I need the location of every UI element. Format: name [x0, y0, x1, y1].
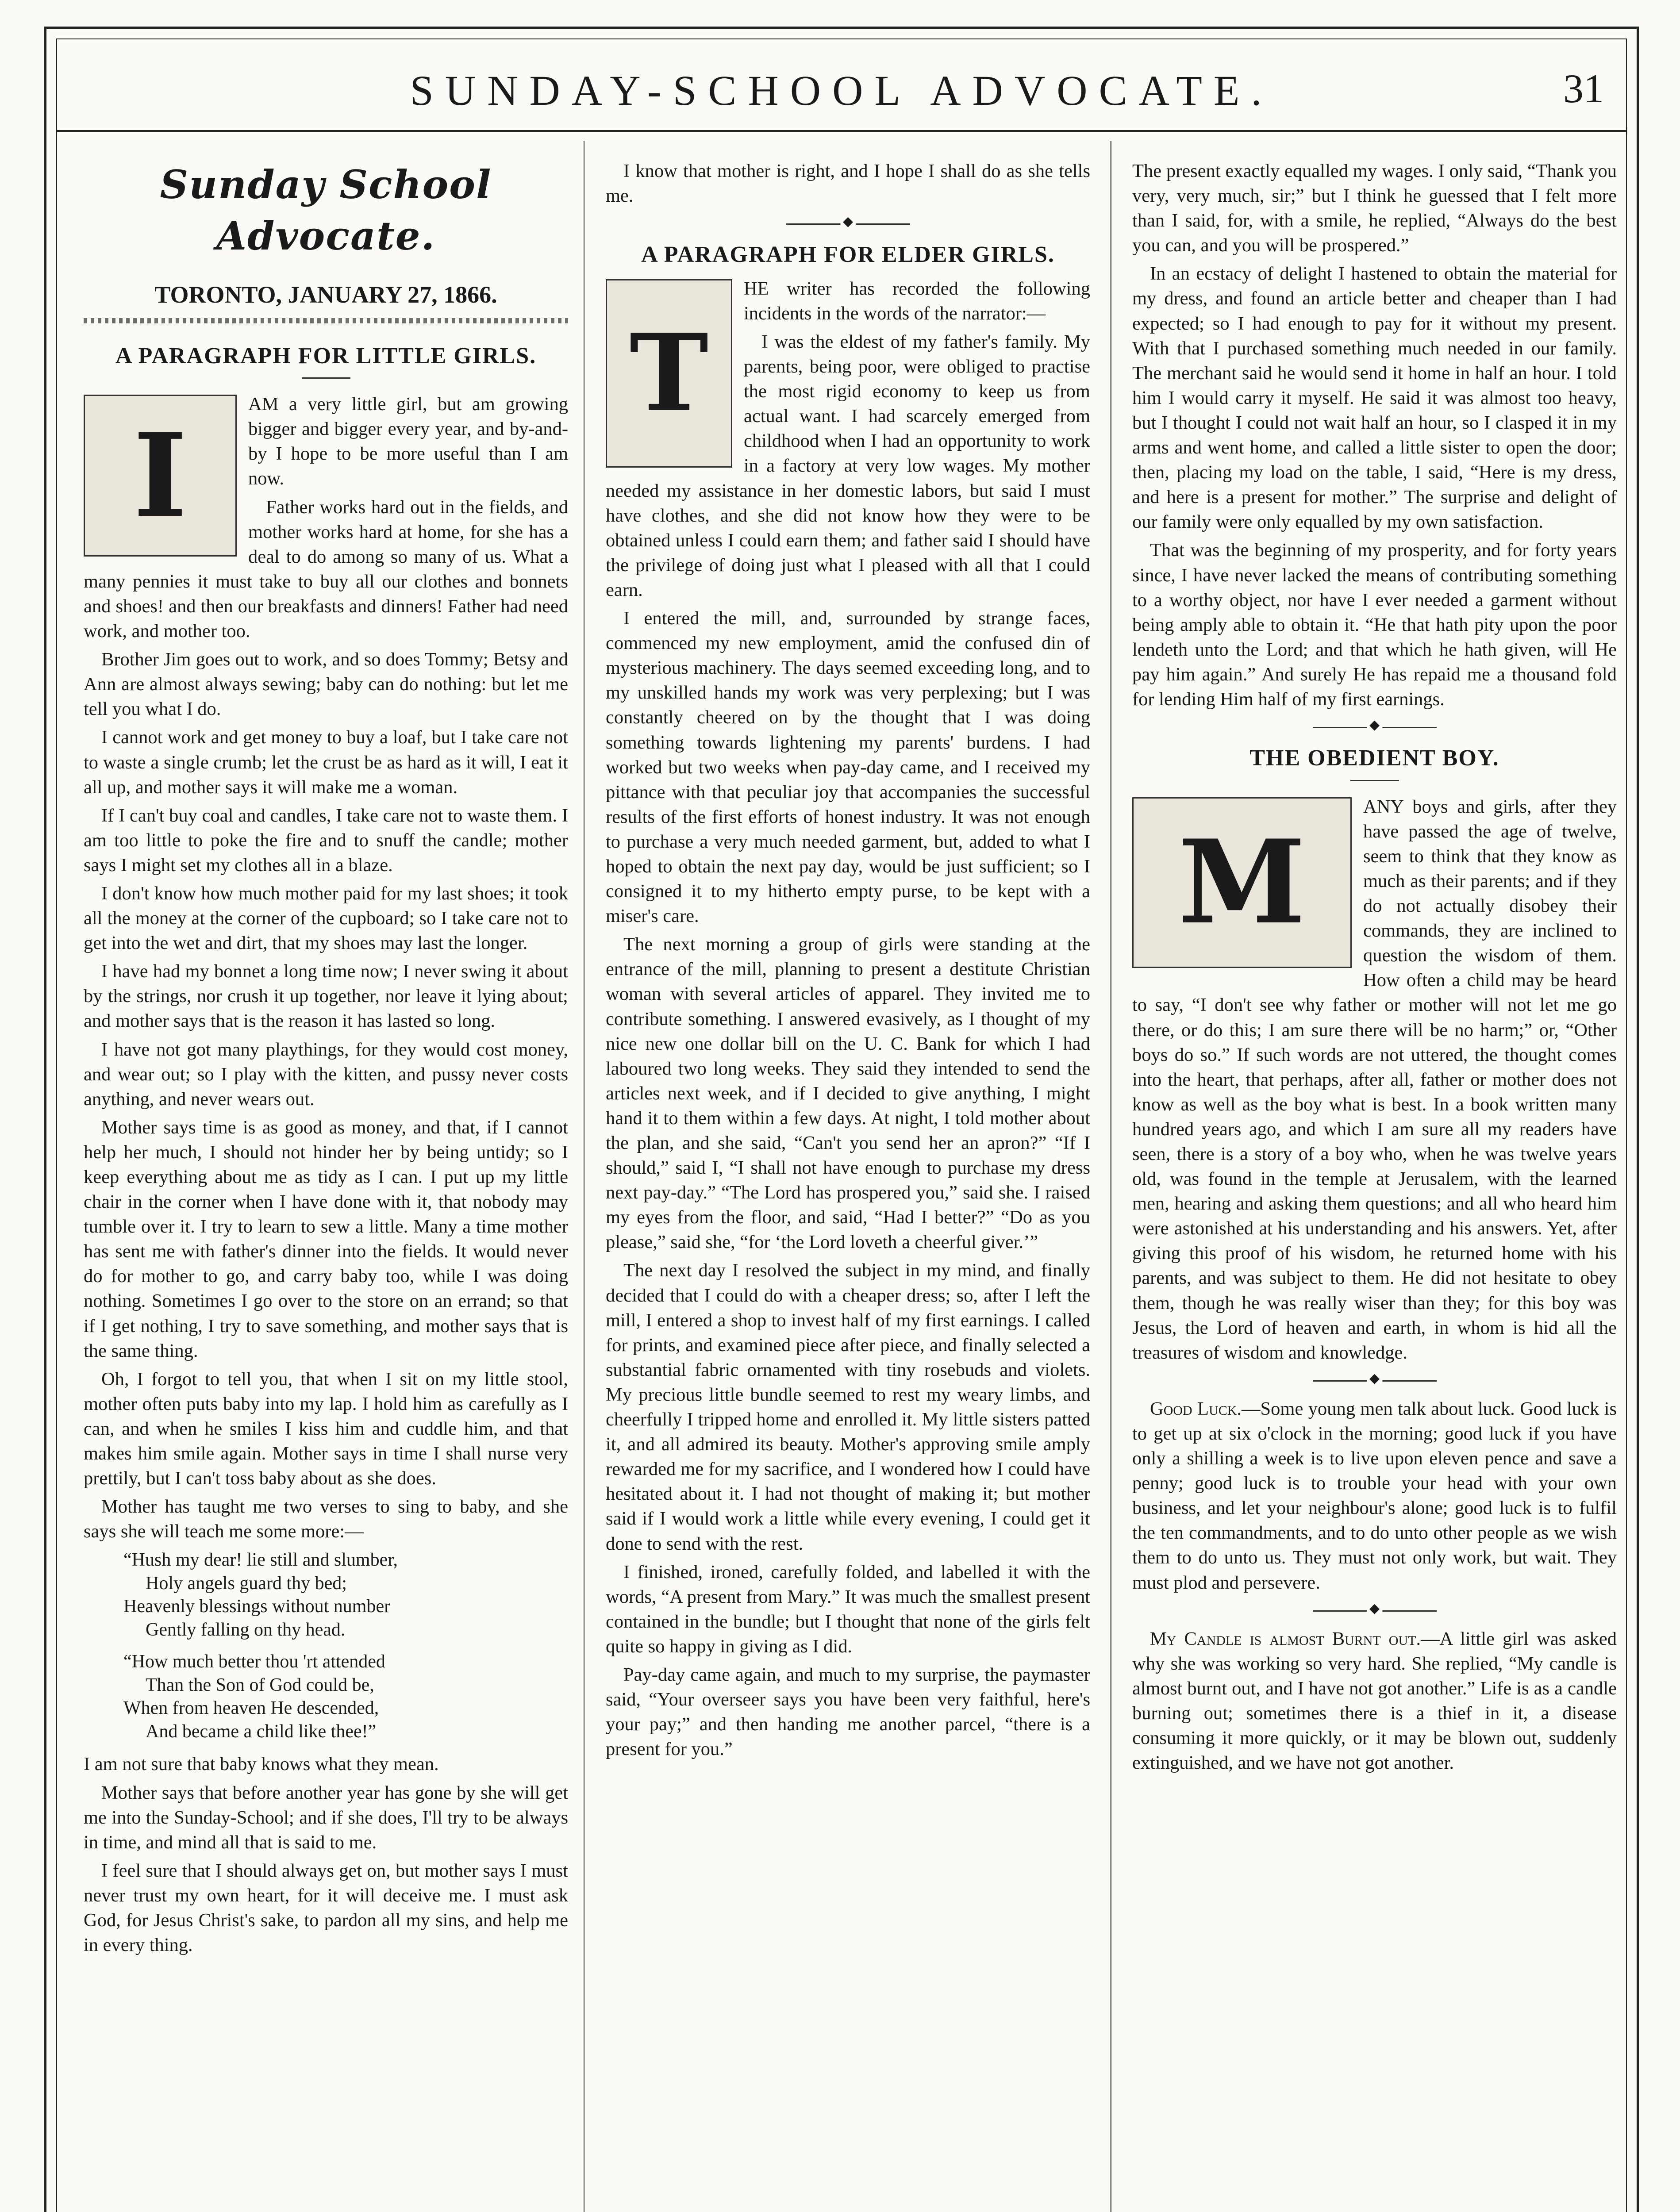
- run-in-heading: Good Luck.: [1150, 1398, 1242, 1419]
- verse-line: Holy angels guard thy bed;: [146, 1573, 347, 1594]
- paragraph: Oh, I forgot to tell you, that when I sit on my little stool, mother often puts baby into my lap. I hold him as carefully as I can, and when he smiles I kiss him and cuddle him, and that makes him smile again. Mother says in time I shall nurse very prettily, but I can't toss baby about as she does.: [84, 1368, 568, 1489]
- masthead: [57, 39, 1626, 132]
- decorated-initial-t: T: [606, 279, 732, 468]
- verse-stanza-2: [123, 1650, 568, 1743]
- section-separator: [1313, 1610, 1437, 1612]
- column-1: [84, 159, 568, 2212]
- paragraph: I have had my bonnet a long time now; I never swing it about by the strings, nor crush it up together, nor leave it lying about; and mother says that is the reason it has lasted so long.: [84, 961, 568, 1032]
- paragraph: Mother says time is as good as money, and that, if I cannot help her much, I should not hinder her by being untidy; so I keep everything about me as tidy as I can. I put up my little chair in the corner when I have done with it, that nobody may tumble over it. I try to learn to sew a little. Many a time mother has sent me with father's dinner into the fields. It would never do for mother to go, and carry baby too, while I was doing nothing. Sometimes I go over to the store on an errand; so that if I get nothing, I try to save something, and mother says that is the same thing.: [84, 1117, 568, 1361]
- paragraph: Mother has taught me two verses to sing to baby, and she says she will teach me some more:—: [84, 1496, 568, 1542]
- paragraph-candle: [1132, 1627, 1617, 1776]
- paragraph: Pay-day came again, and much to my surprise, the paymaster said, “Your overseer says you have been very faithful, here's your pay;” and then handing me another parcel, “there is a present for you.”: [606, 1664, 1090, 1760]
- paragraph-text: —Some young men talk about luck. Good luck is to get up at six o'clock in the morning; good luck if you have only a shilling a week is to live upon eleven pence and save a penny; good luck is to trouble your head with your own business, and let your neighbour's alone; good luck is to fulfil the ten commandments, and to do unto other people as we wish them to do unto us. They must not only work, but wait. They must plod and persevere.: [1132, 1398, 1617, 1593]
- article-title-elder-girls: A PARAGRAPH FOR ELDER GIRLS.: [641, 242, 1055, 268]
- paper-nameplate: Sunday School Advocate.: [160, 161, 492, 259]
- paragraph: Mother says that before another year has gone by she will get me into the Sunday-School; and if she does, I'll try to be always in time, and mind all that is said to me.: [84, 1782, 568, 1853]
- paragraph: The next morning a group of girls were standing at the entrance of the mill, planning to present a destitute Christian woman with several articles of apparel. They invited me to contribute something. I answered evasively, as I thought of my nice new one dollar bill on the U. C. Bank for which I had laboured two long weeks. They said they intended to send the articles next week, and if I decided to give anything, I might hand it to them within a few days. At night, I told mother about the plan, and she said, “Can't you send her an apron?” “If I should,” said I, “I shall not have enough to purchase my dress next pay-day.” “The Lord has prospered you,” said she. I raised my eyes from the floor, and said, “Had I better?” “Do as you please,” said she, “for ‘the Lord loveth a cheerful giver.’”: [606, 934, 1090, 1253]
- paragraph-text: —A little girl was asked why she was working so very hard. She replied, “My candle is almost burnt out, and I have not got another.” Life is as a candle burning out; sometimes there is a thief in it, a disease consuming it more quickly, or it may be blown out, suddenly extinguished, and we have not got another.: [1132, 1628, 1617, 1774]
- column-rule: [1110, 141, 1111, 2212]
- paragraph: Father works hard out in the fields, and mother works hard at home, for she has a deal to do among so many of us. What a many pennies it must take to buy all our clothes and bonnets and shoes! and then our breakfasts and dinners! Father had need work, and mother too.: [84, 496, 568, 642]
- paragraph: In an ecstacy of delight I hastened to obtain the material for my dress, and found an article better and cheaper than I had expected; so I had enough to pay for it without my present. With that I purchased something much needed in our family. The merchant said he would send it home in half an hour. I told him I would carry it myself. He said it was almost too heavy, but I thought I could not wait half an hour, so I clasped it in my arms and went home, and called a little sister to open the door; then, placing my load on the table, I said, “Here is my dress, and here is a present for mother.” The surprise and delight of our family were only equalled by my own satisfaction.: [1132, 263, 1617, 533]
- paragraph: I cannot work and get money to buy a loaf, but I take care not to waste a single crumb; let the crust be as hard as it will, I eat it all up, and mother says it will make me a woman.: [84, 727, 568, 798]
- paragraph: I have not got many playthings, for they would cost money, and wear out; so I play with the kitten, and pussy never costs anything, and never wears out.: [84, 1039, 568, 1110]
- paragraph-good-luck: [1132, 1397, 1617, 1595]
- paragraph: I finished, ironed, carefully folded, and labelled it with the words, “A present from Mary.” It was much the smallest present contained in the bundle; but I thought that none of the girls felt quite so happy in giving as I did.: [606, 1561, 1090, 1657]
- decorated-initial-i: I: [84, 395, 237, 557]
- column-2: [606, 159, 1090, 2212]
- paragraph: I am not sure that baby knows what they mean.: [84, 1754, 439, 1775]
- dateline: TORONTO, JANUARY 27, 1866.: [154, 281, 497, 308]
- section-separator: [786, 223, 910, 225]
- paragraph: HE writer has recorded the following incidents in the words of the narrator:—: [744, 278, 1090, 324]
- section-separator: [1313, 1380, 1437, 1382]
- page-inner-border: [56, 38, 1627, 2212]
- run-in-heading: My Candle is almost Burnt out.: [1150, 1628, 1421, 1649]
- verse-line: “Hush my dear! lie still and slumber,: [123, 1550, 398, 1571]
- paragraph: ANY boys and girls, after they have passed the age of twelve, seem to think that they know as much as their parents; and if they do not actually disobey their commands, they are inclined to question the wisdom of them. How often a child may be heard to say, “I don't see why father or mother will not let me go there, or do this; I am sure there will be no harm;” or, “Other boys do so.” If such words are not uttered, the thought comes into the heart, that perhaps, after all, father or mother does not know as well as the boy what is best. In a book written many hundred years ago, and which I am sure all my readers have seen, there is a story of a boy who, when he was twelve years old, was found in the temple at Jerusalem, with the learned men, hearing and asking them questions; and all who heard him were astonished at his understanding and his answers. Yet, after giving this proof of his wisdom, he returned home with his parents, and was subject to them. He did not hesitate to obey them, though he was really wiser than they; for this boy was Jesus, the Lord of heaven and earth, in whom is hid all the treasures of wisdom and knowledge.: [1132, 796, 1617, 1363]
- column-rule: [584, 141, 585, 2212]
- title-rule: [302, 377, 350, 379]
- column-3: [1132, 159, 1617, 2212]
- wavy-rule: [84, 318, 568, 323]
- section-separator: [1313, 727, 1437, 728]
- verse-line: Than the Son of God could be,: [146, 1674, 374, 1695]
- masthead-title: SUNDAY-SCHOOL ADVOCATE.: [410, 67, 1273, 114]
- paragraph: I know that mother is right, and I hope I shall do as she tells me.: [606, 161, 1090, 207]
- paragraph: I feel sure that I should always get on, but mother says I must never trust my own heart, for it will deceive me. I must ask God, for Jesus Christ's sake, to pardon all my sins, and help me in every thing.: [84, 1860, 568, 1956]
- page-border: [44, 27, 1639, 2212]
- paragraph: The next day I resolved the subject in my mind, and finally decided that I could do with a cheaper dress; so, after I left the mill, I entered a shop to invest half of my first earnings. I called for prints, and examined piece after piece, and finally selected a substantial fabric ornamented with tiny rosebuds and violets. My precious little bundle seemed to rest my weary limbs, and cheerfully I tripped home and enrolled it. My little sisters patted it, and all admired its beauty. Mother's approving smile amply rewarded me for my sacrifice, and I wondered how I could have hesitated about it. I had not thought of making it; but mother said if I would work a little while every evening, I could get it done to send with the rest.: [606, 1260, 1090, 1554]
- paragraph: I entered the mill, and, surrounded by strange faces, commenced my new employment, amid the confused din of mysterious machinery. The days seemed exceeding long, and to my unskilled hands my work was very perplexing; but I was constantly cheered on by the thought that I was doing something towards lightening my parents' burdens. I had worked but two weeks when pay-day came, and I received my pittance with that peculiar joy that accompanies the successful results of the first efforts of honest industry. It was not enough to purchase a very much needed garment, but, added to what I hoped to obtain the next pay day, would be just sufficient; so I consigned it to my hitherto empty purse, to be kept with a miser's care.: [606, 608, 1090, 927]
- verse-line: And became a child like thee!”: [146, 1721, 377, 1742]
- verse-line: “How much better thou 'rt attended: [123, 1651, 385, 1672]
- verse-line: Gently falling on thy head.: [146, 1619, 346, 1640]
- decorated-initial-m: M: [1132, 797, 1352, 968]
- paragraph: I don't know how much mother paid for my last shoes; it took all the money at the corner of the cupboard; so I take care not to get into the wet and dirt, that my shoes may last the longer.: [84, 883, 568, 954]
- page-number: 31: [1563, 66, 1604, 111]
- paragraph: That was the beginning of my prosperity, and for forty years since, I have never lacked the means of contributing something to a worthy object, nor have I ever needed a garment without being amply able to obtain it. “He that hath pity upon the poor lendeth unto the Lord; and that which he hath given, will He pay him again.” And surely He has repaid me a thousand fold for lending Him half of my first earnings.: [1132, 540, 1617, 710]
- verse-line: When from heaven He descended,: [123, 1698, 379, 1719]
- article-title-little-girls: A PARAGRAPH FOR LITTLE GIRLS.: [115, 343, 537, 369]
- article-title-obedient-boy: THE OBEDIENT BOY.: [1249, 745, 1499, 771]
- paragraph: AM a very little girl, but am growing bigger and bigger every year, and by-and-by I hope to be more useful than I am now.: [248, 394, 568, 489]
- title-rule: [1350, 780, 1399, 781]
- verse-line: Heavenly blessings without number: [123, 1596, 391, 1617]
- paragraph: Brother Jim goes out to work, and so does Tommy; Betsy and Ann are almost always sewing; baby can do nothing: but let me tell you what I do.: [84, 649, 568, 720]
- paragraph: The present exactly equalled my wages. I only said, “Thank you very, very much, sir;” but I think he guessed that I felt more than I said, for, with a smile, he replied, “Always do the best you can, and you will be prospered.”: [1132, 161, 1617, 256]
- verse-stanza-1: [123, 1548, 568, 1641]
- paragraph: I was the eldest of my father's family. My parents, being poor, were obliged to practise the most rigid economy to keep us from actual want. I had scarcely emerged from childhood when I had an opportunity to work in a factory at very low wages. My mother needed my assistance in her domestic labors, but said I must have clothes, and she did not know how they were to be obtained unless I could earn them; and father said I should have the privilege of doing just what I pleased with all that I could earn.: [606, 331, 1090, 600]
- paragraph: If I can't buy coal and candles, I take care not to waste them. I am too little to poke the fire and to snuff the candle; mother says I might set my clothes all in a blaze.: [84, 805, 568, 876]
